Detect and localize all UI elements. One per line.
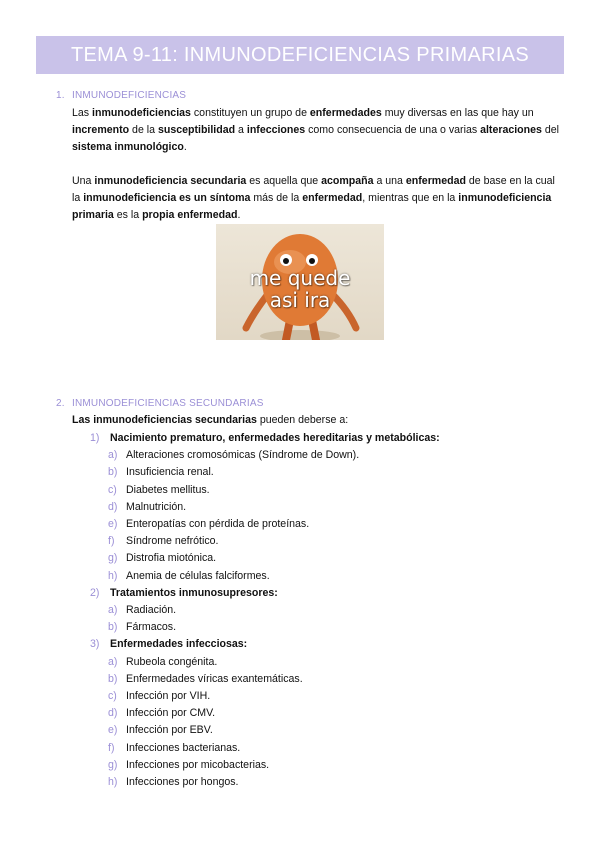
cause-item-marker: h) [108, 569, 118, 582]
cause-item-marker: d) [108, 500, 118, 513]
cause-item-text: Infecciones por micobacterias. [126, 758, 270, 771]
cause-item-text: Síndrome nefrótico. [126, 535, 219, 548]
paragraph-definition [72, 105, 564, 156]
secondary-definition-run: . [237, 209, 241, 221]
cause-item [108, 759, 269, 771]
cause-item-marker: f) [108, 535, 115, 548]
definition-run: infecciones [246, 124, 306, 136]
secondary-definition-run: propia enfermedad [142, 209, 238, 221]
section-2-number: 2. [56, 398, 65, 409]
cause-group-marker: 2) [90, 586, 100, 599]
cause-item-text: Malnutrición. [126, 500, 187, 513]
definition-run: muy diversas en las que hay un [381, 107, 534, 119]
cause-item-marker: a) [108, 449, 118, 462]
definition-run: del [541, 124, 560, 136]
meme-image [216, 224, 384, 340]
cause-item-marker: h) [108, 776, 118, 788]
cause-item [108, 673, 303, 685]
section-1-title: INMUNODEFICIENCIAS [72, 90, 187, 101]
title-banner [36, 36, 564, 74]
cause-item-marker: g) [108, 758, 118, 771]
cause-item-text: Alteraciones cromosómicas (Síndrome de Down). [126, 449, 360, 462]
secondary-definition-run: más de la [250, 192, 303, 204]
secondary-definition-run: Una [72, 175, 95, 187]
cause-item-text: Enteropatías con pérdida de proteínas. [126, 518, 310, 530]
page-title: TEMA 9-11: INMUNODEFICIENCIAS PRIMARIAS [70, 43, 530, 66]
cause-group [90, 587, 278, 599]
cause-item-text: Enfermedades víricas exantemáticas. [126, 672, 303, 685]
secondary-definition-run: inmunodeficiencia es un síntoma [83, 192, 251, 204]
cause-item [108, 535, 218, 547]
secondary-definition-run: es aquella que [246, 175, 322, 187]
definition-run: susceptibilidad [157, 124, 236, 136]
cause-item [108, 776, 239, 788]
secondary-definition-run: , mientras que en la [362, 192, 459, 204]
definition-run: como consecuencia de una o varias [305, 124, 481, 136]
cause-item-marker: f) [108, 741, 115, 754]
definition-run: . [183, 141, 187, 153]
section-2-title: INMUNODEFICIENCIAS SECUNDARIAS [72, 398, 264, 409]
cause-item-marker: a) [108, 655, 118, 668]
definition-run: inmunodeficiencias [92, 107, 191, 119]
cause-item-text: Diabetes mellitus. [126, 483, 210, 496]
definition-run: a [235, 124, 247, 136]
cause-item-text: Infección por VIH. [126, 690, 211, 702]
definition-run: sistema inmunológico [72, 141, 184, 153]
secondary-definition-run: inmunodeficiencia primaria [72, 192, 552, 221]
cause-item [108, 742, 240, 754]
cause-item-text: Radiación. [126, 604, 177, 616]
cause-group [90, 432, 440, 444]
definition-run: incremento [72, 124, 130, 136]
cause-item-marker: g) [108, 552, 118, 565]
meme-caption-line-2: asi ira [269, 288, 331, 312]
definition-run: constituyen un grupo de [190, 107, 310, 119]
cause-item-text: Anemia de células falciformes. [126, 569, 270, 582]
secondary-definition-run: a una [373, 175, 406, 187]
cause-item [108, 518, 309, 530]
cause-item-marker: e) [108, 724, 118, 737]
cause-item [108, 656, 217, 668]
section-2-heading [56, 398, 264, 409]
cause-item [108, 724, 213, 736]
cause-item-marker: c) [108, 690, 117, 702]
cause-item [108, 570, 270, 582]
definition-run: alteraciones [480, 124, 542, 136]
cause-item-text: Rubeola congénita. [126, 655, 218, 668]
cause-group-marker: 1) [90, 432, 100, 444]
secondary-definition-run: enfermedad [302, 192, 363, 204]
cause-item [108, 466, 214, 478]
cause-item-marker: a) [108, 604, 118, 616]
cause-item [108, 690, 210, 702]
secondary-definition-run: acompaña [321, 175, 374, 187]
cause-item-marker: e) [108, 518, 118, 530]
cause-item-text: Fármacos. [126, 621, 177, 634]
secondary-definition-run: de base en la cual la [72, 175, 555, 204]
cause-item-text: Infecciones por hongos. [126, 776, 239, 788]
secondary-definition-run: enfermedad [405, 175, 466, 187]
intro-rest: pueden deberse a: [256, 414, 349, 426]
cause-item-text: Distrofia miotónica. [126, 552, 217, 565]
cause-item-text: Infecciones bacterianas. [126, 741, 241, 754]
cause-item-marker: c) [108, 483, 117, 496]
meme-caption-line-1: me quede [249, 266, 351, 290]
section-1-heading [56, 90, 186, 101]
cause-item-text: Infección por EBV. [126, 724, 213, 737]
cause-item-text: Infección por CMV. [126, 707, 216, 720]
secondary-definition-run: es la [113, 209, 143, 221]
secondary-definition-run: inmunodeficiencia secundaria [94, 175, 247, 187]
cause-group-marker: 3) [90, 638, 100, 651]
cause-item [108, 552, 216, 564]
definition-run: de la [129, 124, 158, 136]
cause-item [108, 501, 186, 513]
cause-group-label: Tratamientos inmunosupresores: [110, 586, 278, 599]
cause-item [108, 707, 215, 719]
cause-item [108, 604, 176, 616]
cause-item [108, 484, 210, 496]
cause-group-label: Enfermedades infecciosas: [110, 638, 248, 651]
cause-item [108, 449, 359, 461]
cause-item-marker: d) [108, 707, 118, 720]
cause-item-marker: b) [108, 672, 118, 685]
cause-item-marker: b) [108, 466, 118, 479]
definition-run: Las [72, 107, 93, 119]
intro-bold: Las inmunodeficiencias secundarias [72, 414, 257, 426]
definition-run: enfermedades [309, 107, 382, 119]
section-1-number: 1. [56, 90, 65, 101]
cause-item-text: Insuficiencia renal. [126, 466, 214, 479]
cause-group [90, 638, 247, 650]
cause-item-marker: b) [108, 621, 118, 634]
secondary-intro [72, 414, 348, 426]
paragraph-secondary-definition [72, 173, 564, 224]
cause-group-label: Nacimiento prematuro, enfermedades hereditarias y metabólicas: [110, 432, 440, 444]
cause-item [108, 621, 176, 633]
